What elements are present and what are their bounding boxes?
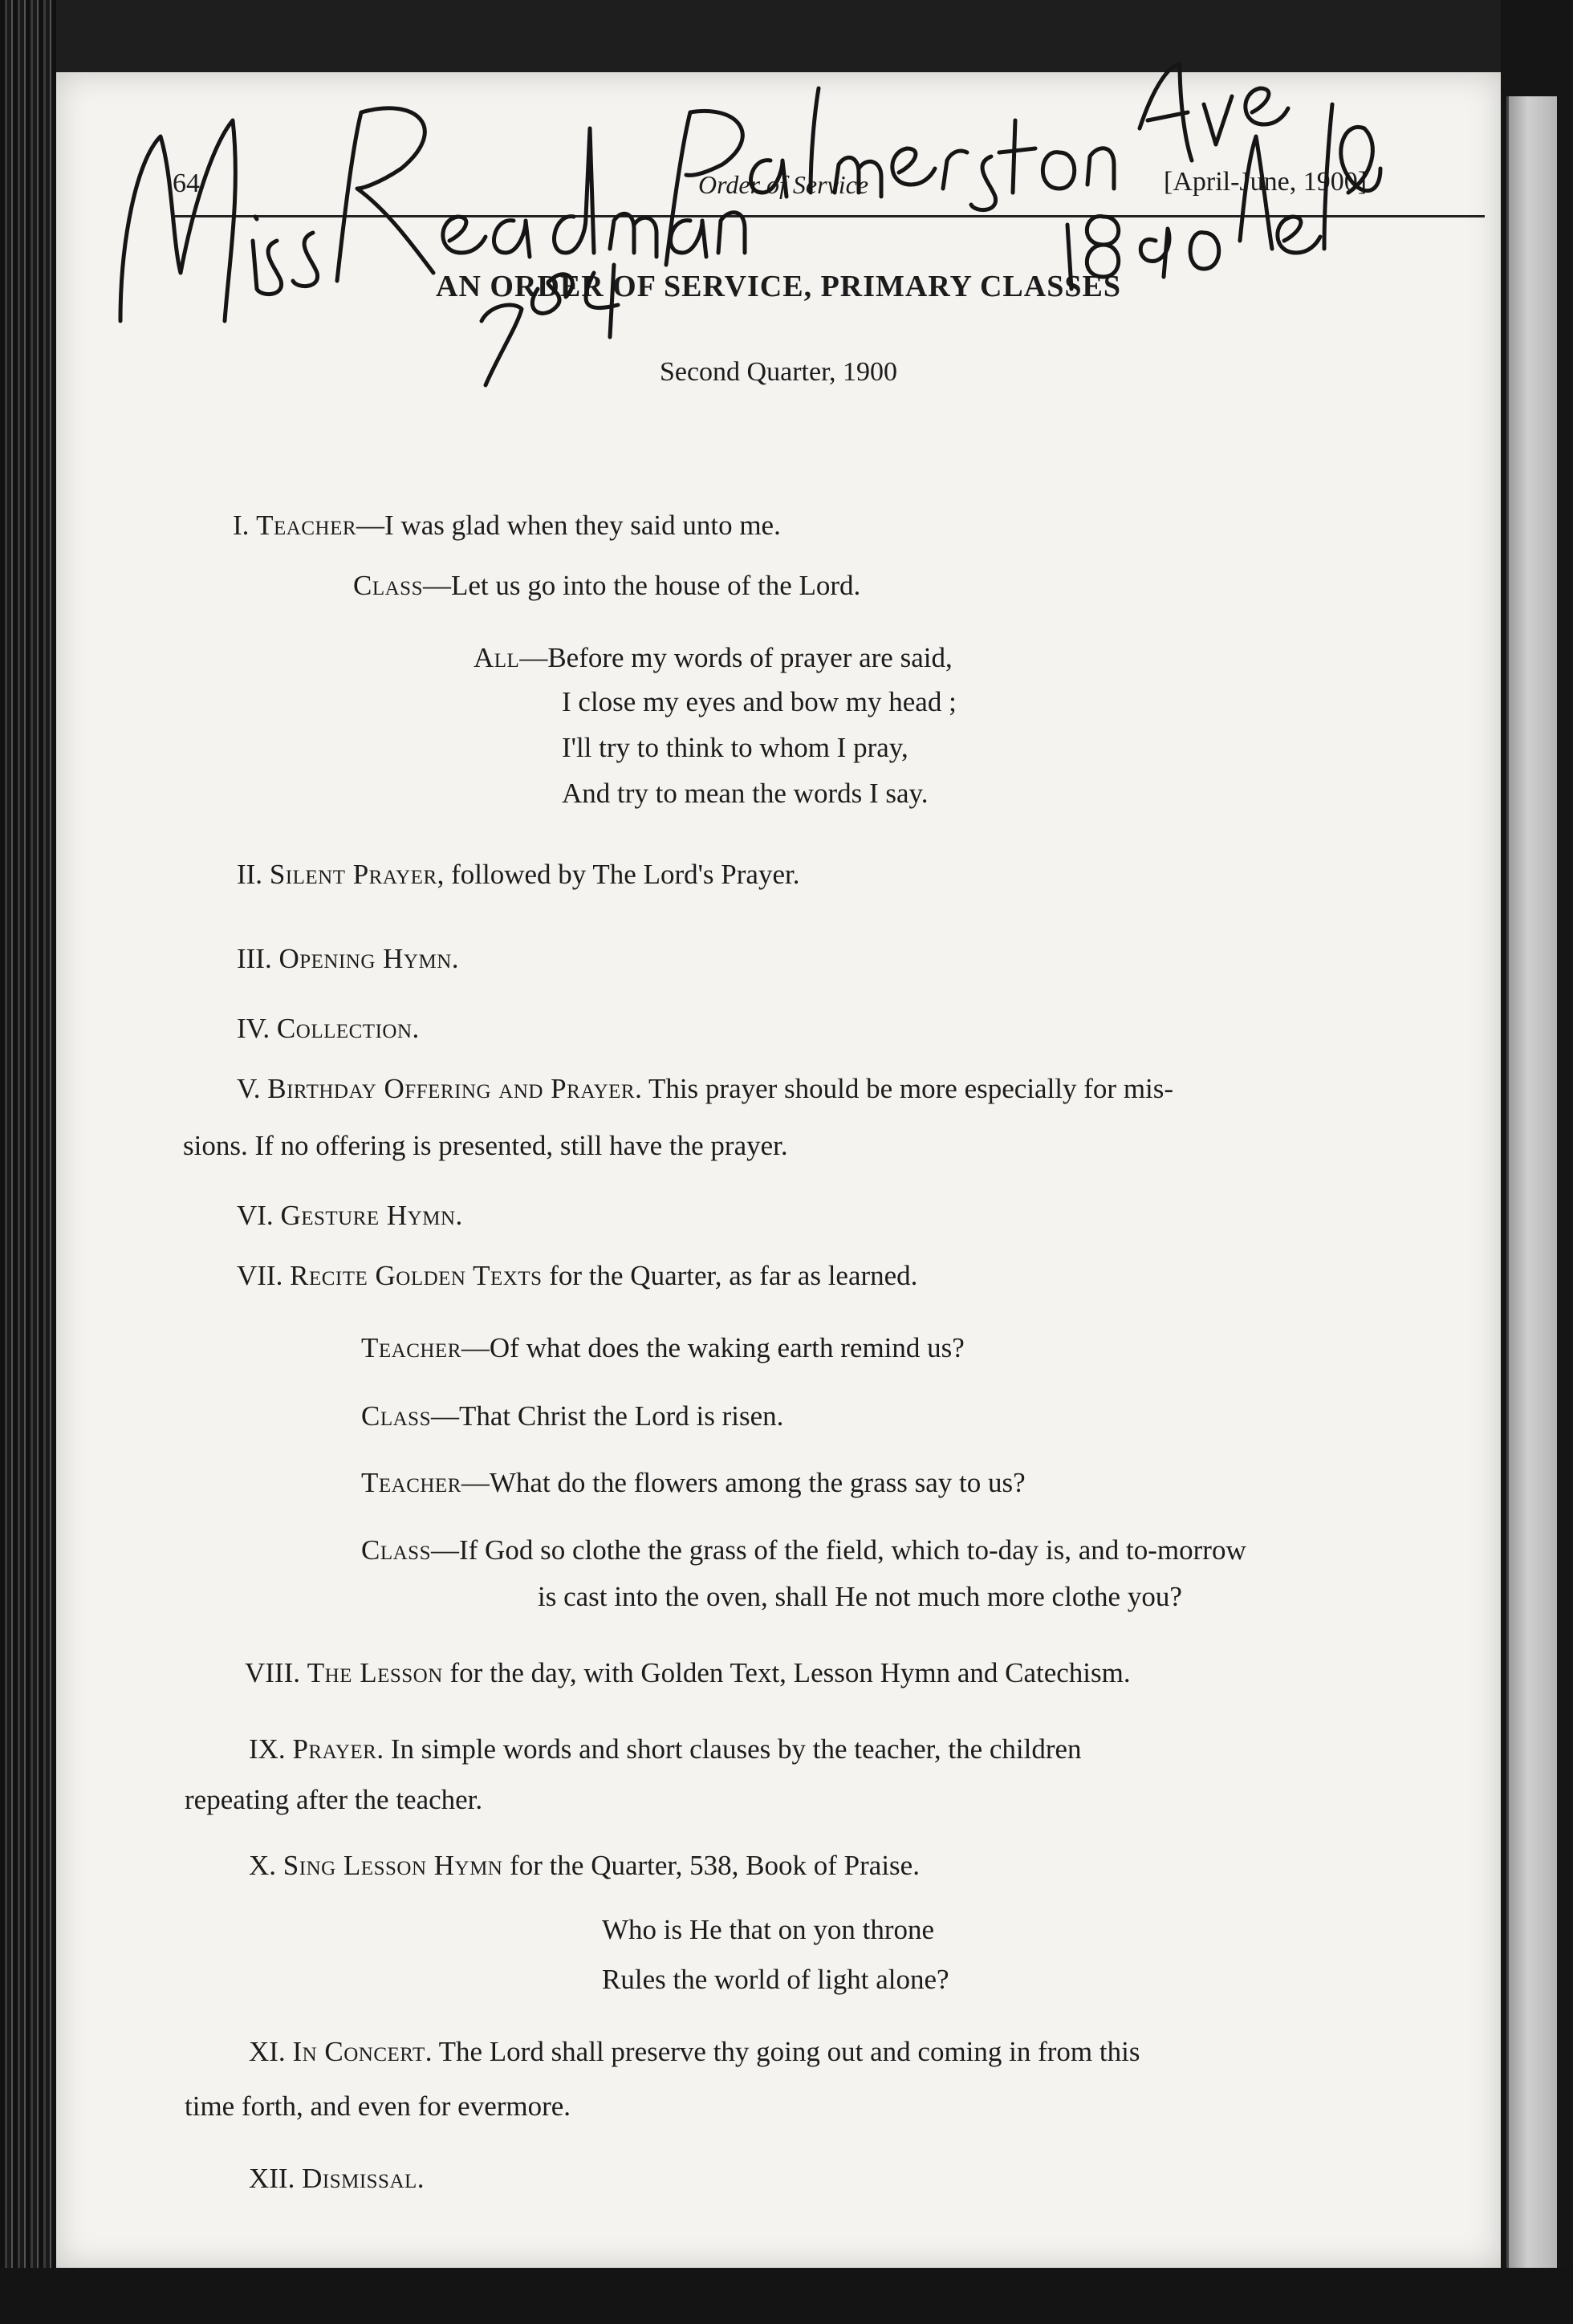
item-text: for the Quarter, as far as learned.: [542, 1260, 918, 1291]
right-dark-margin: [1501, 0, 1573, 2324]
item-text: —If God so clothe the grass of the field, which to-day is, and to-morrow: [430, 1534, 1246, 1566]
item-v: [237, 1073, 1173, 1105]
item-xi-continuation: time forth, and even for evermore.: [185, 2090, 571, 2122]
item-text: .: [412, 1013, 420, 1044]
item-number: IX.: [249, 1733, 286, 1765]
next-page-edge: [1506, 96, 1557, 2295]
item-vii-teacher-2: [361, 1467, 1026, 1499]
verse-line: I'll try to think to whom I pray,: [562, 732, 908, 763]
verse-line: And try to mean the words I say.: [562, 778, 929, 809]
speaker-label: Teacher: [256, 510, 357, 541]
item-text: .: [455, 1200, 463, 1231]
item-text: .: [417, 2163, 425, 2194]
item-number: X.: [249, 1850, 277, 1881]
item-heading: Recite Golden Texts: [290, 1260, 543, 1291]
item-iv: [237, 1013, 419, 1045]
item-number: VI.: [237, 1200, 274, 1231]
speaker-label: All: [474, 642, 520, 673]
verse-line: I close my eyes and bow my head ;: [562, 686, 957, 717]
item-ix-continuation: repeating after the teacher.: [185, 1784, 483, 1815]
document-title: AN ORDER OF SERVICE, PRIMARY CLASSES: [436, 270, 1121, 303]
item-ii: [237, 859, 799, 891]
speaker-label: Class: [361, 1534, 431, 1566]
header-rule: [175, 215, 1485, 217]
item-text: —Before my words of prayer are said,: [519, 642, 953, 673]
hymn-line: Rules the world of light alone?: [602, 1964, 949, 1995]
book-spine-edge: [0, 0, 56, 2324]
speaker-label: Class: [361, 1400, 431, 1432]
item-text: —That Christ the Lord is risen.: [430, 1400, 784, 1432]
item-i-all-line: [474, 642, 953, 674]
item-text: , followed by The Lord's Prayer.: [437, 859, 800, 890]
item-number: II.: [237, 859, 263, 890]
item-vii-class-2-continuation: is cast into the oven, shall He not much more clothe you?: [538, 1581, 1182, 1612]
item-text: —Of what does the waking earth remind us?: [461, 1332, 965, 1363]
speaker-label: Teacher: [361, 1467, 461, 1498]
item-text: .: [451, 943, 459, 974]
item-vii-class-1: [361, 1400, 783, 1432]
item-heading: Prayer: [292, 1733, 377, 1765]
item-number: IV.: [237, 1013, 270, 1044]
bottom-dark-margin: [0, 2268, 1573, 2324]
item-text: . In simple words and short clauses by the teacher, the children: [376, 1733, 1082, 1765]
item-v-continuation: sions. If no offering is presented, still have the prayer.: [183, 1130, 788, 1161]
item-i: [233, 510, 781, 542]
item-vii: [237, 1260, 917, 1292]
item-number: III.: [237, 943, 272, 974]
item-text: —I was glad when they said unto me.: [356, 510, 781, 541]
item-vi: [237, 1200, 462, 1232]
item-heading: Collection: [276, 1013, 413, 1044]
item-heading: The Lesson: [307, 1657, 443, 1688]
document-page: [56, 72, 1501, 2268]
running-date: [April-June, 1900]: [1164, 167, 1368, 197]
item-x: [249, 1850, 920, 1882]
item-heading: In Concert: [292, 2036, 425, 2067]
hymn-line: Who is He that on yon throne: [602, 1914, 935, 1945]
item-number: XI.: [249, 2036, 286, 2067]
item-heading: Sing Lesson Hymn: [282, 1850, 503, 1881]
item-heading: Dismissal: [302, 2163, 417, 2194]
speaker-label: Teacher: [361, 1332, 461, 1363]
item-xii: [249, 2163, 425, 2195]
speaker-label: Class: [353, 570, 423, 601]
item-number: XII.: [249, 2163, 295, 2194]
item-ix: [249, 1733, 1082, 1765]
page-number: 64: [173, 169, 200, 198]
item-number: VIII.: [245, 1657, 300, 1688]
item-text: for the day, with Golden Text, Lesson Hymn and Catechism.: [442, 1657, 1131, 1688]
item-vii-class-2: [361, 1534, 1246, 1566]
item-iii: [237, 943, 459, 975]
item-text: —What do the flowers among the grass say to us?: [461, 1467, 1026, 1498]
item-heading: Birthday Offering and Prayer: [267, 1073, 636, 1104]
item-text: . This prayer should be more especially for mis-: [635, 1073, 1174, 1104]
item-vii-teacher-1: [361, 1332, 965, 1364]
item-number: V.: [237, 1073, 261, 1104]
item-heading: Gesture Hymn: [280, 1200, 456, 1231]
item-heading: Opening Hymn: [278, 943, 452, 974]
item-heading: Silent Prayer: [269, 859, 437, 890]
item-text: . The Lord shall preserve thy going out and coming in from this: [425, 2036, 1140, 2067]
item-xi: [249, 2036, 1140, 2068]
item-number: I.: [233, 510, 250, 541]
item-number: VII.: [237, 1260, 283, 1291]
item-text: —Let us go into the house of the Lord.: [422, 570, 861, 601]
item-text: for the Quarter, 538, Book of Praise.: [502, 1850, 920, 1881]
item-i-class-line: [353, 570, 860, 602]
running-title: Order of Service: [698, 170, 869, 199]
item-viii: [245, 1657, 1131, 1689]
document-subtitle: Second Quarter, 1900: [659, 357, 898, 387]
